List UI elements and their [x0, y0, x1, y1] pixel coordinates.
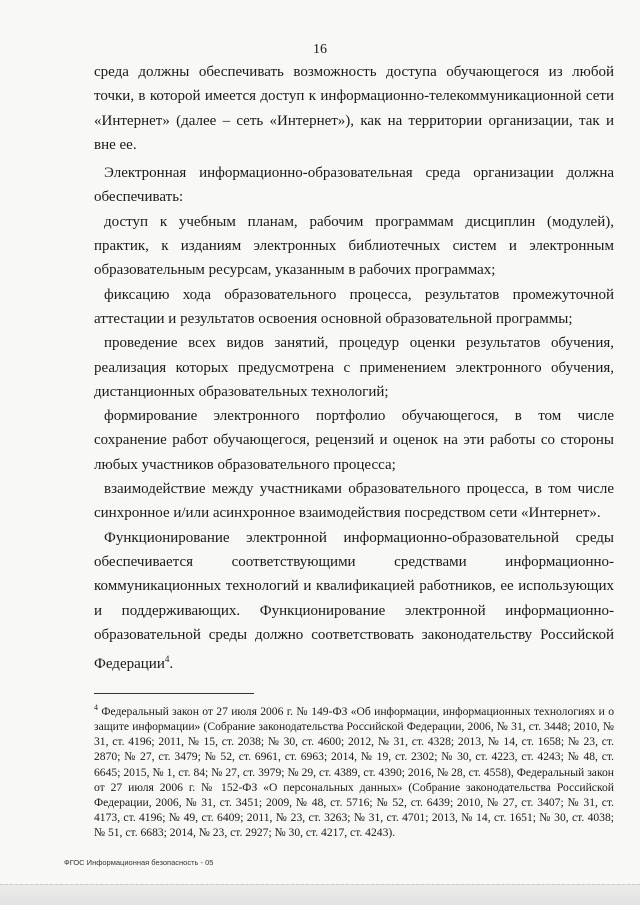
paragraph-5: проведение всех видов занятий, процедур оценки результатов обучения, реализация которых предусмотрена с применением электронного обучения, дистанционных образовательных технологий; — [94, 335, 614, 400]
footnote-reference[interactable]: 4 — [164, 654, 170, 665]
scan-edge — [0, 884, 640, 905]
paragraph-2: Электронная информационно-образовательная среда организации должна обеспечивать: — [94, 165, 614, 206]
footnote — [94, 700, 614, 841]
page-footer: ФГОС Информационная безопасность - 05 — [64, 858, 214, 867]
paragraph-1: среда должны обеспечивать возможность доступа обучающегося из любой точки, в которой имеется доступ к информационно-телекоммуникационной сети «Интернет» (далее – сеть «Интернет»), как на территории организации, так и вне ее. — [94, 64, 614, 153]
paragraph-8 — [94, 526, 614, 677]
paragraph-6: формирование электронного портфолио обучающегося, в том числе сохранение работ обучающегося, рецензий и оценок на эти работы со стороны любых участников образовательного процесса; — [94, 408, 614, 473]
paragraph-7: взаимодействие между участниками образовательного процесса, в том числе синхронное и/или асинхронное взаимодействия посредством сети «Интернет». — [94, 481, 614, 522]
footnote-mark: 4 — [94, 703, 98, 712]
paragraph-8-text: Функционирование электронной информационно-образовательной среды обеспечивается соответствующими средствами информационно-коммуникационных технологий и квалификацией работников, ее использующих и поддерживающих. Функционирование электронной информационно-образовательной среды должно соответствовать законодательству Российской Федерации — [94, 529, 614, 673]
paragraph-4: фиксацию хода образовательного процесса, результатов промежуточной аттестации и результатов освоения основной образовательной программы; — [94, 286, 614, 327]
page-number: 16 — [313, 42, 327, 57]
footnote-separator — [94, 693, 254, 694]
paragraph-3: доступ к учебным планам, рабочим программам дисциплин (модулей), практик, к изданиям электронных библиотечных систем и электронным образовательным ресурсам, указанным в рабочих программах; — [94, 213, 614, 279]
body-text — [94, 60, 614, 676]
paragraph-8-end: . — [169, 656, 174, 673]
footnote-text: Федеральный закон от 27 июля 2006 г. № 149-ФЗ «Об информации, информационных технологиях и о защите информации» (Собрание законодательства Российской Федерации, 2006, № 31, ст. 3448; 2010, № 31, ст. 4196; 2011, № 15, ст. 2038; № 30, ст. 4600; 2012, № 31, ст. 4328; 2013, № 14, ст. 1658; № 23, ст. 2870; № 27, ст. 3479; № 52, ст. 6961, ст. 6963; 2014, № 19, ст. 2302; № 30, ст. 4223, ст. 4243; № 48, ст. 6645; 2015, № 1, ст. 84; № 27, ст. 3979; № 29, ст. 4389, ст. 4390; 2016, № 28, ст. 4558), Федеральный закон от 27 июля 2006 г. № 152-ФЗ «О персональных данных» (Собрание законодательства Российской Федерации, 2006, № 31, ст. 3451; 2009, № 48, ст. 5716; № 52, ст. 6439; 2010, № 27, ст. 3407; № 31, ст. 4173, ст. 4196; № 49, ст. 6409; 2011, № 23, ст. 3263; № 31, ст. 4701; 2013, № 14, ст. 1651; № 30, ст. 4038; № 51, ст. 6683; 2014, № 23, ст. 2927; № 30, ст. 4217, ст. 4243). — [94, 704, 614, 840]
